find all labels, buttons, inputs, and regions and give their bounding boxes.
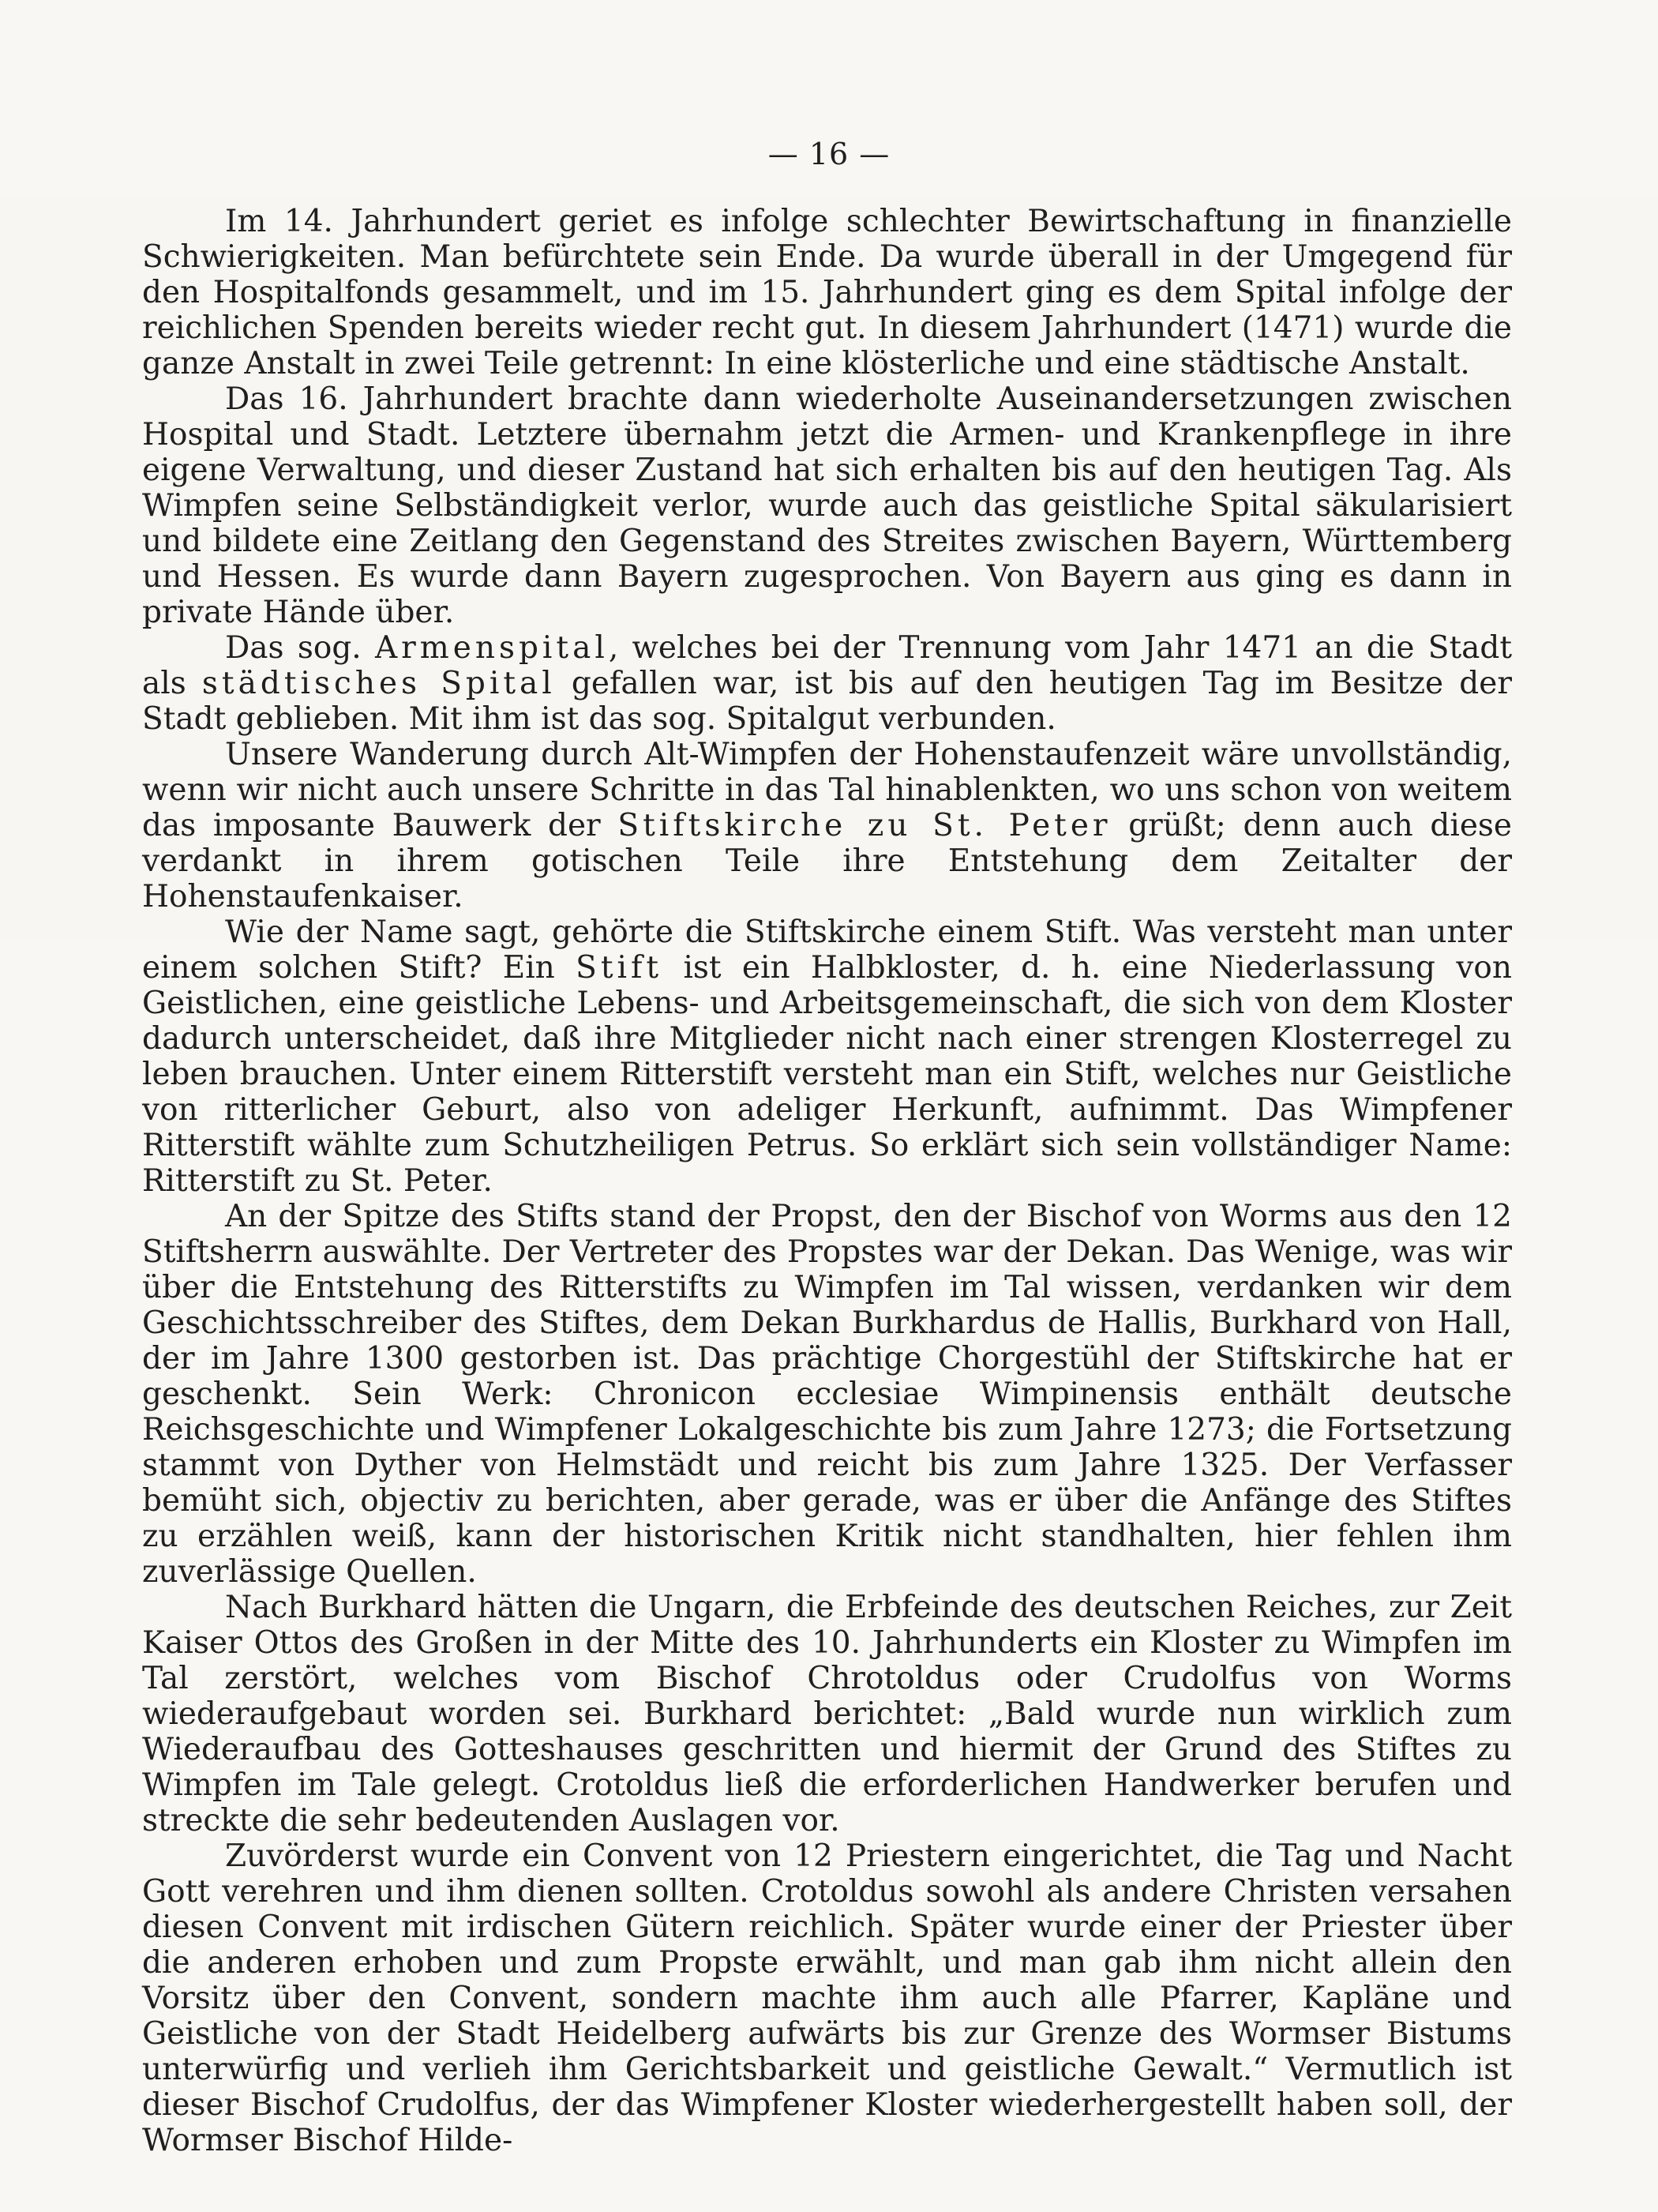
paragraph-text: ist ein Halbkloster, d. h. eine Niederlassung von Geistlichen, eine geistliche Lebens- und Arbeitsgemeinschaft, die sich von dem Kloster dadurch unterscheidet, daß ihre Mitglieder nicht nach einer strengen Klosterregel zu leben brauchen. Unter einem Ritterstift versteht man ein Stift, welches nur Geistliche von ritterlicher Geburt, also von adeliger Herkunft, aufnimmt. Das Wimpfener Ritterstift wählte zum Schutzheiligen Petrus. So erklärt sich sein vollständiger Name: Ritterstift zu St. Peter. [142, 950, 1512, 1199]
page-number: — 16 — [767, 137, 891, 171]
paragraph-text: An der Spitze des Stifts stand der Propst, den der Bischof von Worms aus den 12 Stiftsherrn auswählte. Der Vertreter des Propstes war der Dekan. Das Wenige, was wir über die Entstehung des Ritterstifts zu Wimpfen im Tal wissen, verdanken wir dem Geschichtsschreiber des Stiftes, dem Dekan Burkhardus de Hallis, Burkhard von Hall, der im Jahre 1300 gestorben ist. Das prächtige Chorgestühl der Stiftskirche hat er geschenkt. Sein Werk: Chronicon ecclesiae Wimpinensis enthält deutsche Reichsgeschichte und Wimpfener Lokalgeschichte bis zum Jahre 1273; die Fortsetzung stammt von Dyther von Helmstädt und reicht bis zum Jahre 1325. Der Verfasser bemüht sich, objectiv zu berichten, aber gerade, was er über die Anfänge des Stiftes zu erzählen weiß, kann der historischen Kritik nicht standhalten, hier fehlen ihm zuverlässige Quellen. [142, 1199, 1512, 1590]
paragraph-text: Das 16. Jahrhundert brachte dann wiederholte Auseinandersetzungen zwischen Hospital und Stadt. Letztere übernahm jetzt die Armen- und Krankenpflege in ihre eigene Verwaltung, und dieser Zustand hat sich erhalten bis auf den heutigen Tag. Als Wimpfen seine Selbständigkeit verlor, wurde auch das geistliche Spital säkularisiert und bildete eine Zeitlang den Gegenstand des Streites zwischen Bayern, Württemberg und Hessen. Es wurde dann Bayern zugesprochen. Von Bayern aus ging es dann in private Hände über. [142, 381, 1512, 630]
spaced-emphasis-text: Armenspital [374, 630, 609, 666]
paragraph-text: grüßt; denn auch diese verdankt in ihrem gotischen Teile ihre Entstehung dem Zeitalter der Hohenstaufenkaiser. [142, 808, 1512, 914]
spaced-emphasis-text: städtisches Spital [201, 666, 556, 701]
paragraph-text: , welches bei der Trennung vom Jahr 1471 an die Stadt als [142, 630, 1513, 701]
paragraph-text: Unsere Wanderung durch Alt-Wimpfen der Hohenstaufenzeit wäre unvollständig, wenn wir nicht auch unsere Schritte in das Tal hinablenkten, wo uns schon von weitem das imposante Bauwerk der [142, 737, 1512, 843]
paragraph [142, 914, 1512, 1199]
spaced-emphasis-text: Stiftskirche zu St. Peter [617, 808, 1112, 843]
paragraph [142, 1838, 1512, 2158]
paragraph-text: Wie der Name sagt, gehörte die Stiftskirche einem Stift. Was versteht man unter einem solchen Stift? Ein [142, 914, 1512, 986]
paragraph [142, 381, 1512, 630]
paragraph [142, 630, 1512, 737]
paragraph [142, 1590, 1512, 1838]
paragraph [142, 737, 1512, 914]
body-text [142, 204, 1512, 2158]
paragraph-text: Das sog. [225, 630, 375, 666]
paragraph [142, 1199, 1512, 1590]
spaced-emphasis-text: Stift [576, 950, 663, 986]
paragraph-text: gefallen war, ist bis auf den heutigen Tag im Besitze der Stadt geblieben. Mit ihm ist das sog. Spitalgut verbunden. [142, 666, 1512, 737]
paragraph-text: Im 14. Jahrhundert geriet es infolge schlechter Bewirtschaftung in finanzielle Schwierigkeiten. Man befürchtete sein Ende. Da wurde überall in der Umgegend für den Hospitalfonds gesammelt, und im 15. Jahrhundert ging es dem Spital infolge der reichlichen Spenden bereits wieder recht gut. In diesem Jahrhundert (1471) wurde die ganze Anstalt in zwei Teile getrennt: In eine klösterliche und eine städtische Anstalt. [142, 204, 1512, 381]
paragraph-text: Nach Burkhard hätten die Ungarn, die Erbfeinde des deutschen Reiches, zur Zeit Kaiser Ottos des Großen in der Mitte des 10. Jahrhunderts ein Kloster zu Wimpfen im Tal zerstört, welches vom Bischof Chrotoldus oder Crudolfus von Worms wiederaufgebaut worden sei. Burkhard berichtet: „Bald wurde nun wirklich zum Wiederaufbau des Gotteshauses geschritten und hiermit der Grund des Stiftes zu Wimpfen im Tale gelegt. Crotoldus ließ die erforderlichen Handwerker berufen und streckte die sehr bedeutenden Auslagen vor. [142, 1590, 1512, 1838]
paragraph-text: Zuvörderst wurde ein Convent von 12 Priestern eingerichtet, die Tag und Nacht Gott verehren und ihm dienen sollten. Crotoldus sowohl als andere Christen versahen diesen Convent mit irdischen Gütern reichlich. Später wurde einer der Priester über die anderen erhoben und zum Propste erwählt, und man gab ihm nicht allein den Vorsitz über den Convent, sondern machte ihm auch alle Pfarrer, Kapläne und Geistliche von der Stadt Heidelberg aufwärts bis zur Grenze des Wormser Bistums unterwürfig und verlieh ihm Gerichtsbarkeit und geistliche Gewalt.“ Vermutlich ist dieser Bischof Crudolfus, der das Wimpfener Kloster wiederhergestellt haben soll, der Wormser Bischof Hilde- [142, 1838, 1512, 2158]
paragraph [142, 204, 1512, 381]
